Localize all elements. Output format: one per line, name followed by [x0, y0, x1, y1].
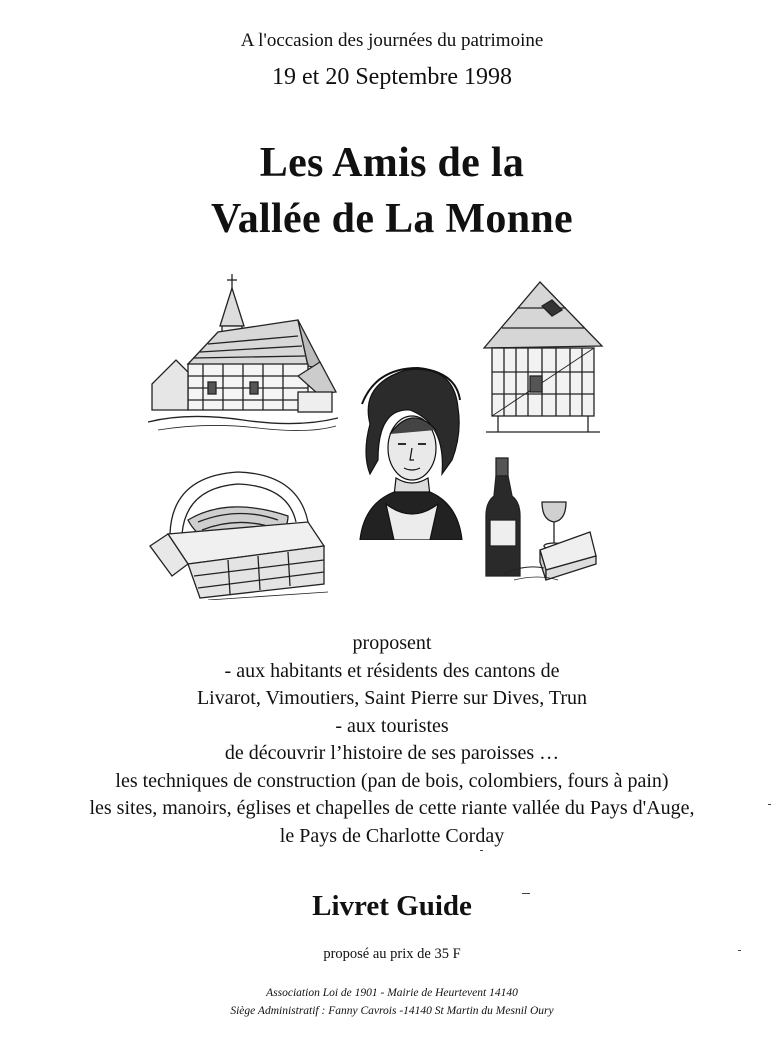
- scan-speck: [522, 893, 530, 894]
- scan-speck: [738, 950, 741, 951]
- woman-portrait-illustration: [356, 364, 464, 540]
- body-line-proposent: proposent: [352, 632, 432, 654]
- body-line-habitants: - aux habitants et résidents des cantons de: [224, 659, 560, 682]
- body-text: [0, 630, 784, 850]
- body-line-techniques: les techniques de construction (pan de bois, colombiers, fours à pain): [115, 769, 669, 792]
- body-line-sites: les sites, manoirs, églises et chapelles de cette riante vallée du Pays d'Auge,: [89, 797, 695, 819]
- title-line-2: Vallée de La Monne: [210, 196, 573, 242]
- body-line-touristes: - aux touristes: [335, 714, 449, 737]
- scan-speck: [768, 804, 771, 805]
- body-line-cantons: Livarot, Vimoutiers, Saint Pierre sur Dives, Trun: [196, 687, 588, 709]
- event-dates: 19 et 20 Septembre 1998: [272, 64, 512, 90]
- footer-line-1: Association Loi de 1901 - Mairie de Heurtevent 14140: [266, 987, 518, 999]
- footer-line-2: Siège Administratif : Fanny Cavrois -14140 St Martin du Mesnil Oury: [230, 1005, 554, 1017]
- body-line-histoire: de découvrir l’histoire de ses paroisses …: [224, 742, 560, 764]
- title-line-1: Les Amis de la: [259, 140, 525, 186]
- occasion-line: A l'occasion des journées du patrimoine: [240, 30, 544, 51]
- wine-cheese-illustration: [484, 456, 600, 584]
- guide-price: proposé au prix de 35 F: [323, 946, 461, 962]
- body-line-charlotte: le Pays de Charlotte Corday: [279, 824, 505, 847]
- church-illustration: [148, 272, 338, 434]
- half-timbered-house-illustration: [482, 276, 604, 436]
- association-footer: [0, 984, 784, 1020]
- bread-oven-illustration: [148, 460, 330, 600]
- scan-speck: [480, 850, 483, 851]
- guide-title: Livret Guide: [312, 890, 472, 922]
- page-title: [0, 135, 784, 247]
